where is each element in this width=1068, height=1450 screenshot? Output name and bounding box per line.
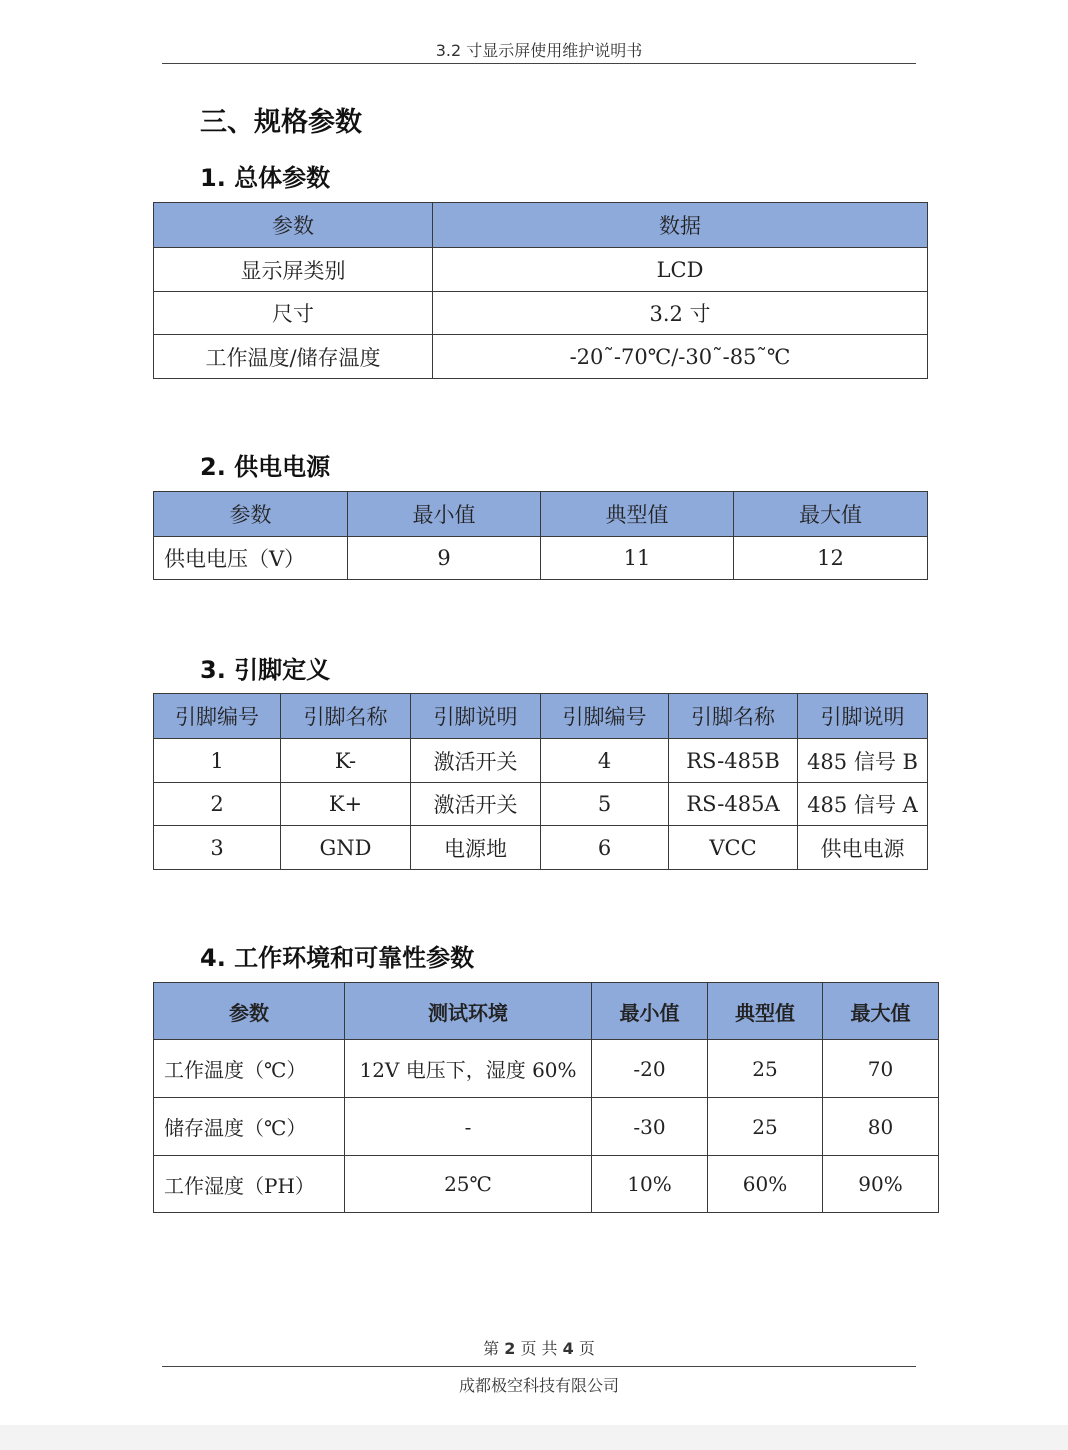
table-cell: -30: [592, 1098, 708, 1156]
table-cell: 10%: [592, 1156, 708, 1213]
table-cell: 485 信号 A: [798, 783, 928, 826]
table-row: [154, 783, 928, 826]
page-suffix: 页: [578, 1339, 595, 1358]
table-cell: 工作温度/储存温度: [154, 335, 433, 379]
table-cell: -20: [592, 1040, 708, 1098]
table-cell: 3: [154, 826, 281, 870]
table-cell: 25℃: [345, 1156, 592, 1213]
page-bottom-margin: [0, 1425, 1068, 1450]
table-cell: 供电电压（V）: [154, 537, 348, 580]
table-header-cell: 参数: [154, 203, 433, 248]
table-header-cell: 典型值: [541, 492, 734, 537]
page-current: 2: [504, 1339, 516, 1358]
table-cell: 工作温度（℃）: [154, 1040, 345, 1098]
table-cell: K+: [281, 783, 411, 826]
table-row: [154, 335, 928, 379]
table-cell: 11: [541, 537, 734, 580]
table-header-cell: 最小值: [592, 983, 708, 1040]
table-cell: 80: [823, 1098, 939, 1156]
env-heading: 4. 工作环境和可靠性参数: [200, 944, 475, 972]
table-cell: 12V 电压下，湿度 60%: [345, 1040, 592, 1098]
page-middle: 页 共: [520, 1339, 558, 1358]
pins-heading: 3. 引脚定义: [200, 656, 331, 684]
table-header-cell: 最大值: [734, 492, 928, 537]
table-header-cell: 典型值: [708, 983, 823, 1040]
table-header-cell: 最大值: [823, 983, 939, 1040]
power-table: [153, 491, 928, 580]
section-title: 三、规格参数: [200, 107, 362, 138]
env-table: [153, 982, 939, 1213]
table-header-cell: 引脚编号: [541, 694, 669, 739]
table-cell: 2: [154, 783, 281, 826]
table-row: [154, 537, 928, 580]
table-row: [154, 1156, 939, 1213]
table-row: [154, 739, 928, 783]
footer-divider: [162, 1366, 916, 1367]
table-cell: 6: [541, 826, 669, 870]
table-cell: 储存温度（℃）: [154, 1098, 345, 1156]
table-header-cell: 引脚编号: [154, 694, 281, 739]
table-cell: 4: [541, 739, 669, 783]
table-row: [154, 1098, 939, 1156]
table-row: [154, 1040, 939, 1098]
table-cell: 9: [348, 537, 541, 580]
table-row: [154, 292, 928, 335]
table-cell: 60%: [708, 1156, 823, 1213]
page-total: 4: [562, 1339, 574, 1358]
table-header-cell: 引脚名称: [669, 694, 798, 739]
table-cell: 12: [734, 537, 928, 580]
table-cell: GND: [281, 826, 411, 870]
table-cell: 电源地: [411, 826, 541, 870]
power-heading: 2. 供电电源: [200, 453, 331, 481]
table-cell: 供电电源: [798, 826, 928, 870]
table-cell: -20˜-70℃/-30˜-85˜℃: [433, 335, 928, 379]
general-params-heading: 1. 总体参数: [200, 164, 331, 192]
table-cell: -: [345, 1098, 592, 1156]
table-cell: 激活开关: [411, 739, 541, 783]
table-cell: 25: [708, 1098, 823, 1156]
table-cell: 1: [154, 739, 281, 783]
document-header-title: 3.2 寸显示屏使用维护说明书: [435, 41, 643, 60]
table-cell: 3.2 寸: [433, 292, 928, 335]
table-cell: 工作湿度（PH）: [154, 1156, 345, 1213]
page-number: [0, 1336, 1068, 1359]
table-header-cell: 最小值: [348, 492, 541, 537]
table-header-cell: 引脚说明: [411, 694, 541, 739]
table-cell: 5: [541, 783, 669, 826]
table-header-cell: 数据: [433, 203, 928, 248]
table-cell: LCD: [433, 248, 928, 292]
table-header-cell: 引脚说明: [798, 694, 928, 739]
table-header-cell: 测试环境: [345, 983, 592, 1040]
table-cell: 90%: [823, 1156, 939, 1213]
table-cell: 25: [708, 1040, 823, 1098]
pins-table: [153, 693, 928, 870]
table-cell: 尺寸: [154, 292, 433, 335]
table-row: [154, 826, 928, 870]
table-cell: VCC: [669, 826, 798, 870]
table-header-cell: 参数: [154, 983, 345, 1040]
table-row: [154, 248, 928, 292]
table-cell: 激活开关: [411, 783, 541, 826]
company-name: 成都极空科技有限公司: [458, 1376, 619, 1395]
table-cell: RS-485A: [669, 783, 798, 826]
table-cell: 显示屏类别: [154, 248, 433, 292]
general-params-table: [153, 202, 928, 379]
table-cell: RS-485B: [669, 739, 798, 783]
table-cell: 485 信号 B: [798, 739, 928, 783]
table-header-cell: 引脚名称: [281, 694, 411, 739]
page-prefix: 第: [483, 1339, 500, 1358]
header-divider: [162, 63, 916, 64]
table-header-cell: 参数: [154, 492, 348, 537]
table-cell: 70: [823, 1040, 939, 1098]
table-cell: K-: [281, 739, 411, 783]
